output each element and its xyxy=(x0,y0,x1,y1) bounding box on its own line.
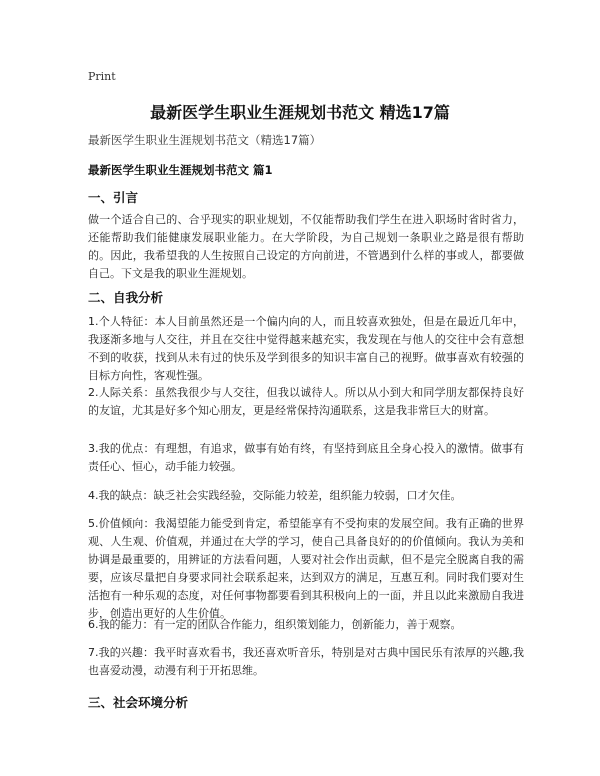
page-title: 最新医学生职业生涯规划书范文 精选17篇 xyxy=(150,103,450,122)
article-title: 最新医学生职业生涯规划书范文 篇1 xyxy=(88,163,273,177)
section-heading-self-analysis: 二、自我分析 xyxy=(88,290,164,305)
self-analysis-paragraph: 4.我的缺点：缺乏社会实践经验，交际能力较差，组织能力较弱，口才欠佳。 xyxy=(88,489,462,502)
self-analysis-paragraph: 7.我的兴趣：我平时喜欢看书，我还喜欢听音乐，特别是对古典中国民乐有浓厚的兴趣,我也喜爱动漫，动漫有利于开拓思维。 xyxy=(88,646,524,677)
section-heading-social-environment: 三、社会环境分析 xyxy=(88,695,189,710)
self-analysis-paragraph: 1.个人特征：本人目前虽然还是一个偏内向的人，而且较喜欢独处，但是在最近几年中，我逐渐多地与人交往，并且在交往中觉得越来越充实，我发现在与他人的交往中会有意想不到的收获，找到从未有过的快乐及学到很多的知识丰富自己的视野。做事喜欢有较强的目标方向性，客观性强。 xyxy=(88,315,524,382)
section-heading-introduction: 一、引言 xyxy=(88,190,139,205)
intro-paragraph: 做一个适合自己的、合乎现实的职业规划，不仅能帮助我们学生在进入职场时省时省力，还能帮助我们能健康发展职业能力。在大学阶段，为自己规划一条职业之路是很有帮助的。因此，我希望我的人生按照自己设定的方向前进，不管遇到什么样的事或人，都要做自己。下文是我的职业生涯规划。 xyxy=(88,213,524,280)
self-analysis-paragraph: 5.价值倾向：我渴望能力能受到肯定，希望能享有不受拘束的发展空间。我有正确的世界观、人生观、价值观，并通过在大学的学习，使自己具备良好的的价值倾向。我认为美和协调是最重要的，用辨证的方法看问题，人要对社会作出贡献，但不是完全脱离自我的需要，应该尽量把自身要求同社会联系起来，达到双方的满足，互惠互利。同时我们要对生活抱有一种乐观的态度，对任何事物都要看到其积极向上的一面，并且以此来激励自我进步，创造出更好的人生价值。 xyxy=(88,517,524,620)
print-label: Print xyxy=(88,70,116,83)
self-analysis-paragraph: 3.我的优点：有理想，有追求，做事有始有终，有坚持到底且全身心投入的激情。做事有责任心、恒心，动手能力较强。 xyxy=(88,442,524,473)
document-subtitle: 最新医学生职业生涯规划书范文（精选17篇） xyxy=(88,133,322,147)
self-analysis-paragraph: 6.我的能力：有一定的团队合作能力，组织策划能力，创新能力，善于观察。 xyxy=(88,618,462,631)
self-analysis-paragraph: 2.人际关系：虽然我很少与人交往，但我以诚待人。所以从小到大和同学朋友都保持良好的友谊，尤其是好多个知心朋友，更是经常保持沟通联系，这是我非常巨大的财富。 xyxy=(88,386,524,417)
